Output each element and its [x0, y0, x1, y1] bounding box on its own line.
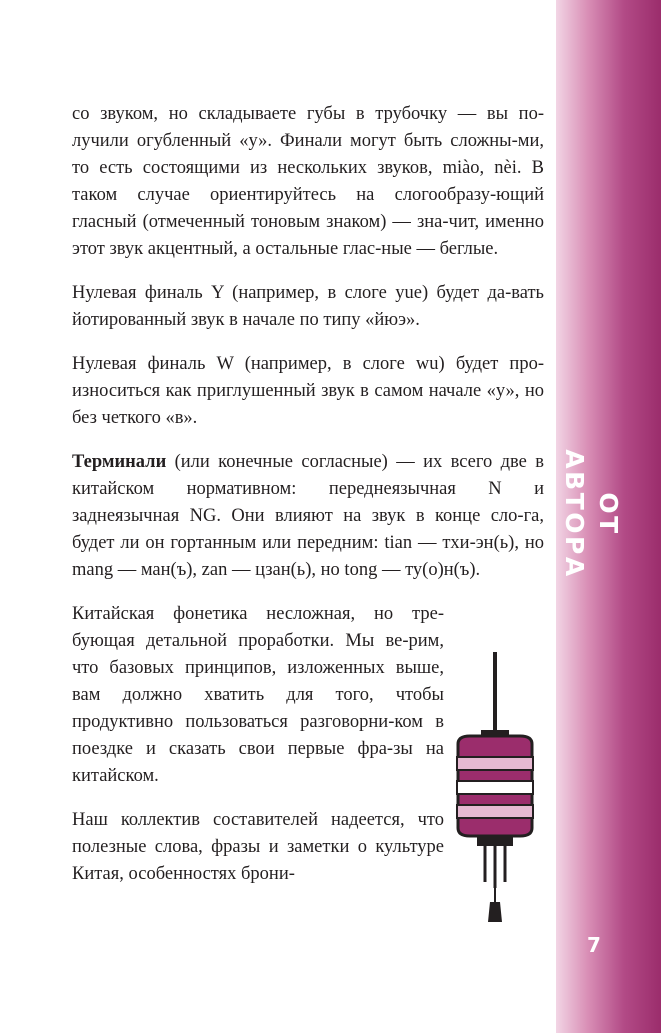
paragraph-finals: со звуком, но складываете губы в трубочку — вы по-лучили огубленный «у». Финали могут быть сложны-ми, то есть состоящими из нескольких звуков, miào, nèi. В таком случае ориентируйтесь на слогообразу-ющий гласный (отмеченный тоновым знаком) — зна-чит, именно этот звук акцентный, а остальные глас-ные — беглые.: [72, 104, 544, 259]
terminals-description: (или конечные согласные) — их всего две в китайском нормативном: переднеязычная N и заднеязычная NG. Они влияют на звук в конце сло-га, будет ли он гортанным или передним: tian — тхи-эн(ь), но mang — ман(ъ), zan — цзан(ь), но tong — ту(о)н(ъ).: [72, 452, 544, 580]
paragraph-zero-final-w: Нулевая финаль W (например, в слоге wu) будет про-износиться как приглушенный звук в самом начале «у», но без четкого «в».: [72, 354, 544, 428]
paragraph-authors-hope: Наш коллектив составителей надеется, что полезные слова, фразы и заметки о культуре Китая, особенностях брони-: [72, 810, 444, 884]
section-title: ОТ АВТОРА: [560, 449, 623, 579]
paragraph-terminals: [72, 449, 544, 584]
lantern-icon: [452, 650, 538, 940]
paragraph-phonetics-summary: Китайская фонетика несложная, но тре-бующая детальной проработки. Мы ве-рим, что базовых принципов, изложенных выше, вам должно хватить для того, чтобы продуктивно пользоваться разговорни-ком в поездке и сказать свои первые фра-зы на китайском.: [72, 604, 444, 786]
term-terminals: Терминали: [72, 452, 167, 472]
paragraph-zero-final-y: Нулевая финаль Y (например, в слоге yue) будет да-вать йотированный звук в начале по типу «йюэ».: [72, 283, 544, 330]
page-number: 7: [587, 933, 601, 957]
